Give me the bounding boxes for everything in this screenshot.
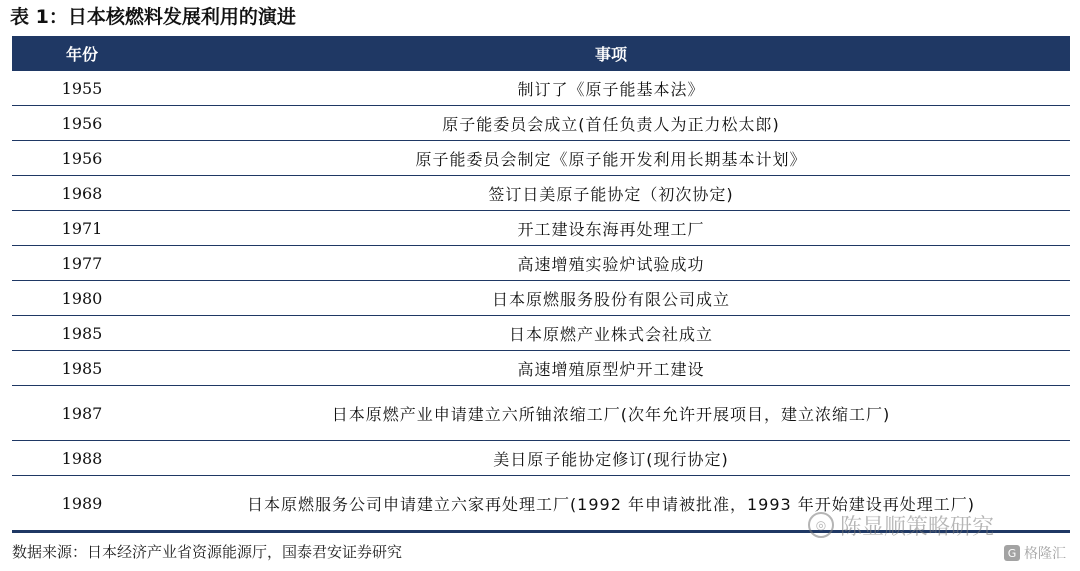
watermark [808,510,994,540]
cell-event: 原子能委员会制定《原子能开发利用长期基本计划》 [415,149,807,169]
cell-year: 1968 [61,183,103,203]
header-event: 事项 [594,45,627,64]
watermark-gelonghui [1004,541,1066,565]
cell-event: 签订日美原子能协定（初次协定) [488,184,734,204]
table-row [12,71,1070,106]
cell-event: 日本原燃服务公司申请建立六家再处理工厂(1992 年申请被批准，1993 年开始建设再处理工厂) [246,494,976,514]
table-row [12,246,1070,281]
cell-event: 原子能委员会成立(首任负责人为正力松太郎) [442,114,780,134]
table-body [12,71,1070,531]
header-year: 年份 [65,45,98,64]
table-row [12,441,1070,476]
table-row [12,176,1070,211]
table-row [12,386,1070,441]
table-row [12,316,1070,351]
cell-event: 制订了《原子能基本法》 [517,79,705,99]
table-header-row [12,39,1070,71]
gelonghui-logo-icon: G [1004,545,1020,561]
cell-year: 1980 [61,288,103,308]
watermark-gelonghui-text: 格隆汇 [1024,546,1066,562]
cell-year: 1971 [61,218,103,238]
cell-year: 1956 [61,113,103,133]
table-row [12,211,1070,246]
cell-event: 日本原燃产业申请建立六所铀浓缩工厂(次年允许开展项目，建立浓缩工厂) [331,404,891,424]
cell-year: 1987 [61,403,103,423]
cell-year: 1988 [61,448,103,468]
table-row [12,141,1070,176]
source-note: 数据来源：日本经济产业省资源能源厅，国泰君安证券研究 [12,543,403,561]
table-row [12,281,1070,316]
cell-year: 1955 [61,78,103,98]
cell-year: 1985 [61,358,103,378]
cell-year: 1956 [61,148,103,168]
cell-year: 1989 [61,493,103,513]
table-row [12,106,1070,141]
cell-year: 1977 [61,253,103,273]
cell-event: 日本原燃产业株式会社成立 [508,324,713,344]
table-title: 表 1：日本核燃料发展利用的演进 [10,6,296,28]
table-row [12,351,1070,386]
watermark-text: 陈显顺策略研究 [840,514,995,540]
events-table [12,36,1070,533]
cell-event: 高速增殖原型炉开工建设 [517,359,705,379]
cell-event: 开工建设东海再处理工厂 [517,219,705,239]
cell-event: 美日原子能协定修订(现行协定) [493,449,729,469]
cell-event: 日本原燃服务股份有限公司成立 [491,289,730,309]
wechat-icon: ◎ [808,512,834,538]
cell-year: 1985 [61,323,103,343]
cell-event: 高速增殖实验炉试验成功 [517,254,705,274]
